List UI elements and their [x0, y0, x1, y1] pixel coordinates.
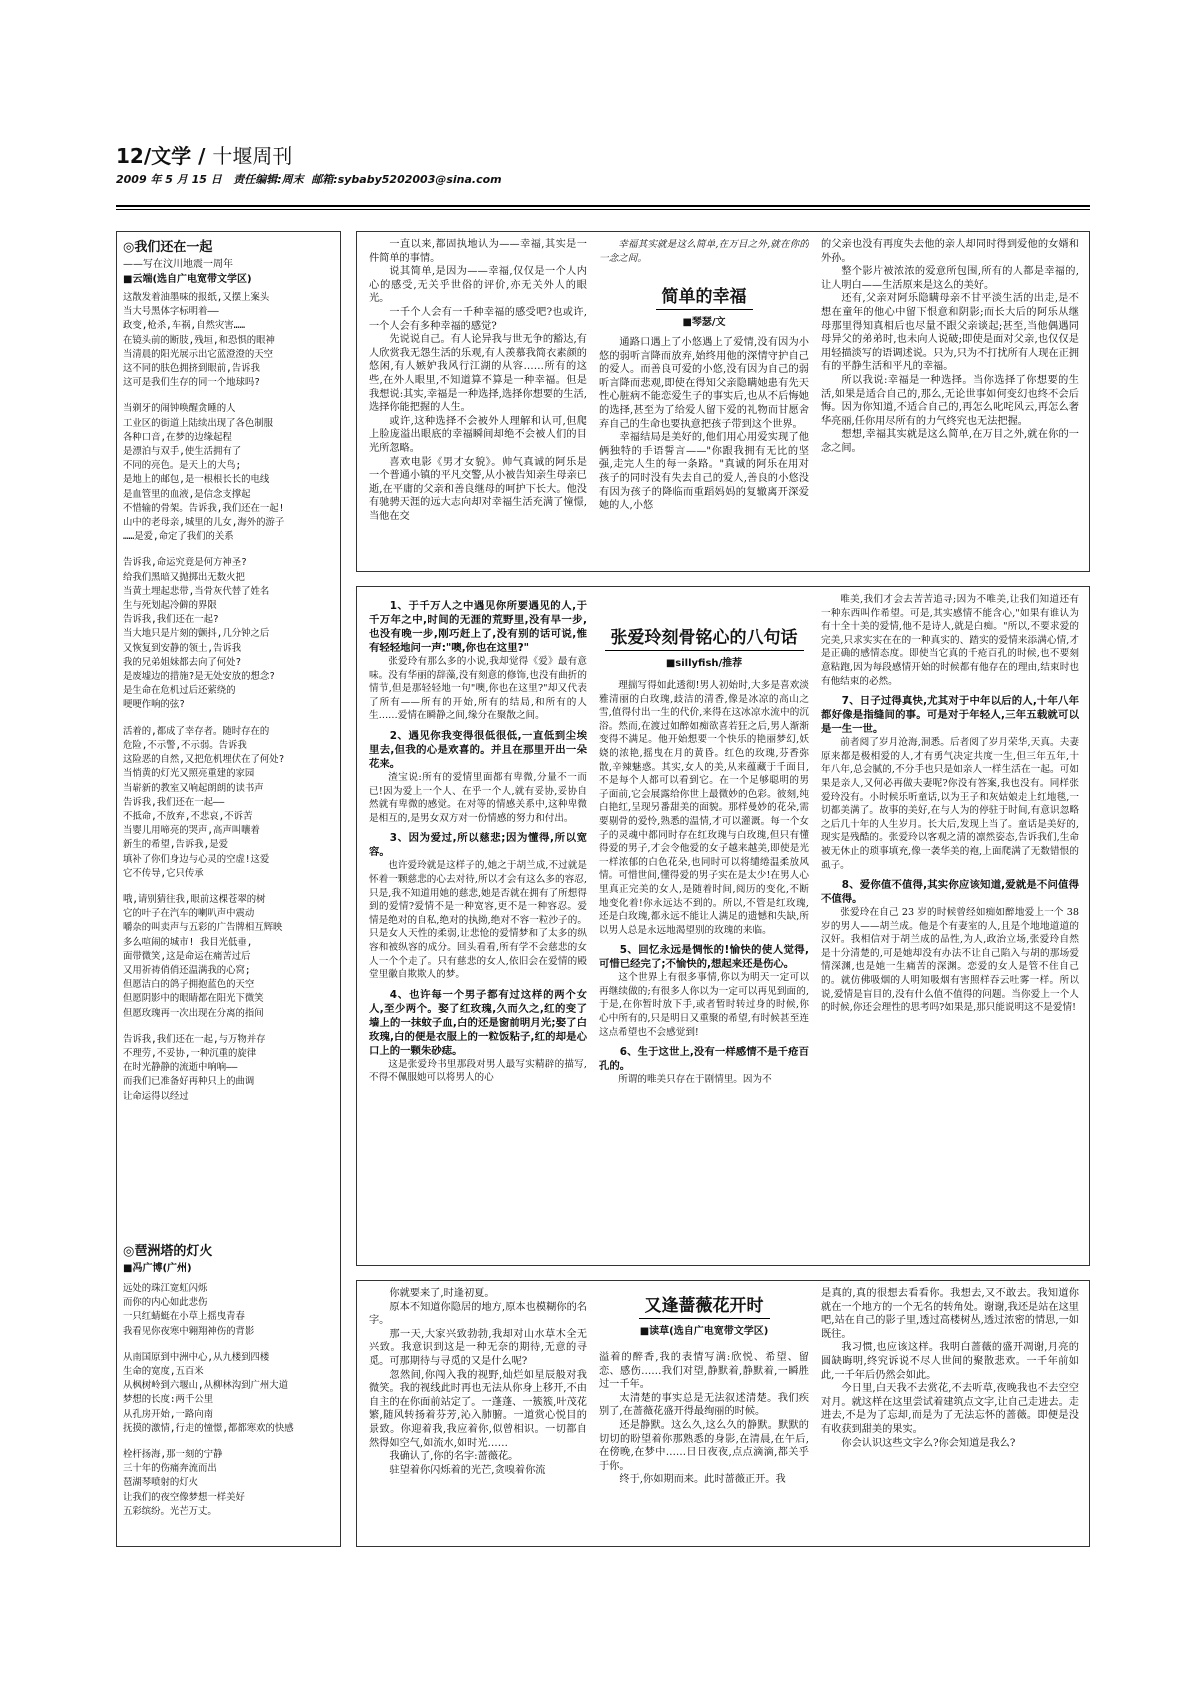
masthead — [116, 140, 816, 187]
poem-title: ◎我们还在一起 — [123, 240, 213, 255]
header-separator: / — [191, 144, 213, 168]
quote-sentence: 2、遇见你我变得很低很低,一直低到尘埃里去,但我的心是欢喜的。并且在那里开出一朵花来。 — [369, 729, 587, 770]
article-column — [599, 679, 809, 1261]
article-column — [369, 593, 587, 1261]
article-byline: ■琴瑟/文 — [682, 317, 726, 328]
commentary-paragraph: 所谓的唯美只存在于剧情里。因为不 — [618, 1074, 772, 1086]
section-name: 文学 — [151, 144, 192, 168]
page-header — [116, 140, 816, 169]
paragraph: 你会认识这些文字么?你会知道是我么? — [841, 1437, 1016, 1449]
article-title: 简单的幸福 — [656, 282, 753, 310]
quote-sentence: 7、日子过得真快,尤其对于中年以后的人,十年八年都好像是指缝间的事。可是对于年轻人,三年五载就可以是一生一世。 — [821, 695, 1079, 736]
paragraph: 终于,你如期而来。此时蔷薇正开。我 — [619, 1474, 786, 1486]
issue-line — [116, 171, 816, 187]
quote-sentence: 6、生于这世上,没有一样感情不是千疮百孔的。 — [599, 1046, 809, 1073]
article-column — [821, 593, 1079, 1261]
paragraph: 忽然间,你闯入我的视野,灿烂如星辰般对我微笑。我的视线此时再也无法从你身上移开,不由自主的在你面前站定了。一蓬蓬、一簇簇,叶茂花繁,随风转扬着芬芳,沁入肺腑。一道赏心悦目的景致。你迎着我,我应着你,似曾相识。一切都自然得如空气,如流水,如时光…… — [369, 1369, 587, 1449]
article-column — [599, 336, 809, 568]
paragraph: 通路口遇上了小悠遇上了爱情,没有因为小悠的弱听言降而放弃,始终用他的深情守护自己的爱人。而善良可爱的小悠,没有因为自己的弱听言降而悲观,即使在得知父亲隐瞒她患有先天性心脏病不能恋爱生子的事实后,也从不后悔她的选择,甚至为了给爱人留下爱的礼物而甘愿舍弃自己的生命也要执意把孩子带到这个世界。 — [599, 337, 809, 430]
poem-stanza: 远处的珠江宽虹闪烁 而你的内心如此悲伤 一只红蜻蜓在小草上摇曳青春 我看见你夜寒中翱翔神伤的背影 — [123, 1283, 255, 1337]
article-simple-happiness — [356, 231, 1090, 572]
quote-sentence: 4、也许每一个男子都有过这样的两个女人,至少两个。娶了红玫瑰,久而久之,红的变了墙上的一抹蚊子血,白的还是窗前明月光;娶了白玫瑰,白的便是衣服上的一粒饭粘子,红的却是心口上的一颗朱砂痣。 — [369, 988, 587, 1057]
poem-column — [116, 231, 341, 1547]
issue-date: 2009 年 5 月 15 日 — [116, 173, 222, 186]
paragraph: 说其简单,是因为——幸福,仅仅是一个人内心的感受,无关乎世俗的评价,亦无关外人的眼光。 — [369, 266, 587, 305]
quote-sentence: 8、爱你值不值得,其实你应该知道,爱就是不问值得不值得。 — [821, 879, 1079, 906]
paragraph: 先说说自己。有人论异我与世无争的豁达,有人欣赏我无怨生活的乐观,有人羡慕我简衣素颜的悠闲,有人嫉妒我风行江湖的从容……所有的这些,在外人眼里,不知道算不算是一种幸福。但是我想说:其实,幸福是一种选择,选择你想要的生活,选择你能把握的人生。 — [369, 334, 587, 414]
paragraph: 所以我说:幸福是一种选择。当你选择了你想要的生活,如果是适合自己的,那么,无论世事如何变幻也终不会后悔。因为你知道,不适合自己的,再怎么叱咤风云,再怎么奢华亮丽,任你用尽所有的力气终究也无法把握。 — [821, 374, 1079, 427]
header-rule-thin — [116, 209, 1090, 210]
commentary-paragraph: 理揣写得如此透彻!男人初始时,大多是喜欢淡雅清丽的白玫瑰,歧洁的清香,像是冰凉的高山之雪,值得付出一生的代价,来得在这冰凉水流中的沉浴。然而,在渡过如醉如痴欲喜若狂之后,男人渐渐变得不满足。他开始想要一个快乐的艳丽梦幻,妖娆的浓艳,摇曳在月的黄昏。红色的玫瑰,芬香弥散,辛辣魅惑。其实,女人的美,从来蕴藏于千面目,不是每个人都可以看到它。在一个足够聪明的男子面前,它会展露给你世上最微妙的色彩。彼刻,纯白艳红,呈现另番甜美的面貌。那样曼妙的花朵,需要剔骨的爱怜,熟悉的温情,才可以灌溉。每一个女子的灵魂中都同时存在红玫瑰与白玫瑰,但只有懂得爱的男子,才会令他爱的女子越来越美,即使是光一样浓郁的白色花朵,也同时可以将缱绻温柔放风情。可惜世间,懂得爱的男子实在是太少!在男人心里真正完美的女人,是随着时间,阅历的变化,不断地变化着!你永远达不到的。所以,不管是红玫瑰,还是白玫瑰,都永远不能让人满足的遗憾和失缺,所以男人总是永远地渴望别的玫瑰的来临。 — [599, 680, 809, 936]
paragraph: 是真的,真的很想去看看你。我想去,又不敢去。我知道你就在一个地方的一个无名的转角处。谢谢,我还是站在这里吧,站在自己的影子里,透过高楼树丛,透过浓密的情思,一如既往。 — [821, 1288, 1079, 1340]
poem-stanza: 告诉我,我们还在一起,与万物并存 不理劳,不妥协,一种沉重的旋律 在时光静静的流逝中响响—— 而我们已准备好再种只上的曲调 让命运得以经过 — [123, 1033, 266, 1102]
poem-stanza: 当剃牙的闹钟唤醒贪睡的人 工业区的街道上陆续出现了各色制服 各种口音,在梦的边缘起程 是漂泊与双手,使生活拥有了 不同的亮色。是天上的大鸟; 是地上的邮包,是一根根长长的电线 是血管里的血液,是信念支撑起 不惜输的骨架。告诉我,我们还在一起! 山中的老母亲,城里的儿女,海外的游子 ……是爱,命定了我们的关系 — [123, 403, 285, 543]
article-byline: ■读草(选自广电宽带文学区) — [639, 1326, 769, 1337]
header-rule — [116, 205, 1090, 207]
poem-pazhou-tower — [123, 1240, 333, 1519]
article-title: 张爱玲刻骨铭心的八句话 — [605, 623, 804, 651]
page-number: 12/ — [116, 144, 152, 168]
commentary-paragraph: 渣宝说:所有的爱情里面都有卑微,分量不一而已!因为爱上一个人、在乎一个人,就有妥协,妥协自然就有卑微的感觉。在对等的情感关系中,这种卑微是相互的,是男女双方对一份情感的努力和付出。 — [369, 771, 587, 824]
paragraph: 原本不知道你隐居的地方,原本也模糊你的名字。 — [369, 1301, 587, 1327]
article-column — [821, 238, 1079, 568]
paragraph: 整个影片被浓浓的爱意所包围,所有的人都是幸福的,让人明白——生活原来是这么的美好。 — [821, 266, 1079, 291]
paragraph: 今日里,白天我不去赏花,不去听草,夜晚我也不去空空对月。就这样在这里尝试着建筑点文字,让自己走进去。走进去,不是为了忘却,而是为了无法忘怀的蔷薇。即便是没有收获到甜美的果实。 — [821, 1383, 1079, 1435]
poem-stanza: 这散发着油墨味的报纸,又摆上案头 当大号黑体字标明着—— 政变,枪杀,车祸,自然灾害…… 在镜头前的断肢,残垣,和恐惧的眼神 当清晨的阳光展示出它蓝澄澄的天空 这不同的肤色拥挤到眼前,告诉我 这可是我们生存的同一个地球吗? — [123, 292, 275, 389]
quote-sentence: 5、回忆永远是惆怅的!愉快的使人觉得,可惜已经完了;不愉快的,想起来还是伤心。 — [599, 944, 809, 971]
article-heading — [599, 623, 809, 669]
poem-author: ■冯广博(广州) — [123, 1263, 192, 1274]
article-title: 又逢蔷薇花开时 — [639, 1291, 770, 1319]
paragraph: 一直以来,都固执地认为——幸福,其实是一件简单的事情。 — [369, 239, 587, 264]
quote-sentence: 3、因为爱过,所以慈悲;因为懂得,所以宽容。 — [369, 832, 587, 859]
commentary-paragraph: 张爱玲在自己 23 岁的时候曾经如痴如醉地爱上一个 38 岁的男人——胡兰成。他是个有妻室的人,且是个地地道道的汉奸。我相信对于胡兰成的品性,为人,政治立场,张爱玲自然是十分清楚的,可是她却没有办法不让自己陷入与胡的那场爱情深渊,也是她一生痛苦的深渊。恋爱的女人是管不住自己的。就仿佛吸烟的人明知吸烟有害照样吞云吐雾一样。所以说,爱情是盲目的,没有什么值不值得的问题。当你爱上一个人的时候,你还会理性的思考吗?如果是,那只能说明这不是爱情! — [821, 907, 1079, 1014]
article-byline: ■sillyfish/推荐 — [665, 658, 743, 669]
poem-stanza: 栓杆扬海,那一刻的宁静 三十年的伤痛奔流而出 琶湖琴喷射的灯火 让我们的夜空像梦想一样美好 五彩缤纷。光芒万丈。 — [123, 1449, 245, 1517]
commentary-paragraph: 唯美,我们才会去苦苦追寻;因为不唯美,让我们知道还有一种东西叫作希望。可是,其实感情不能含心,"如果有谁认为有十全十美的爱情,他不是诗人,就是白痴。"所以,不要求爱的完美,只求实实在在的一种真实的、踏实的爱情来添满心情,才是正确的感情态度。即使当它真的千疮百孔的时候,也不要刻意粘跑,因为每段感情开始的时候都有他存在的理由,结束时也有他结束的必然。 — [821, 594, 1079, 687]
article-eight-sentences — [356, 586, 1090, 1266]
article-column — [599, 1351, 809, 1543]
quote-sentence: 1、于千万人之中遇见你所要遇见的人,于千万年之中,时间的无涯的荒野里,没有早一步,也没有晚一步,刚巧赶上了,没有别的话可说,惟有轻轻地问一声:"噢,你也在这里?" — [369, 600, 587, 654]
poem-stanza: 哦,请别猜往我,眼前这棵苍翠的树 它的叶子在汽车的喇叭声中震动 嚼杂的叫卖声与五彩的广告牌相互辉映 多么喧闹的城市! 我目光低垂, 面带微笑,这是命运在痛苦过后 又用祈祷俏俏还温满我的心窝; 但愿洁白的鸽子拥抱蓝色的天空 但愿阴影中的眼睛都在阳光下微笑 但愿玫瑰再一次出现在分离的指间 — [123, 893, 283, 1019]
article-heading — [599, 282, 809, 328]
editor-email: 邮箱:sybaby5202003@sina.com — [311, 173, 502, 186]
paragraph: 还是静默。这么久,这么久的静默。默默的切切的盼望着你那熟悉的身影,在清晨,在午后,在傍晚,在梦中……日日夜夜,点点滴滴,都关乎于你。 — [599, 1419, 809, 1472]
paragraph: 想想,幸福其实就是这么简单,在万目之外,就在你的一念之间。 — [821, 429, 1079, 454]
article-column — [821, 1287, 1079, 1543]
paragraph: 幸福结局是美好的,他们用心用爱实现了他俩独特的手语誓言——"你跟我拥有无比的坚强,走完人生的每一条路。"真诚的阿乐在用对孩子的同时没有失去自己的爱人,善良的小悠没有因为孩子的降临而重蹈妈妈的复辙离开深爱她的人,小悠 — [599, 432, 809, 512]
paragraph: 太清楚的事实总是无法叙述清楚。我们疾别了,在蔷薇花盛开得最绚丽的时候。 — [599, 1392, 809, 1418]
paragraph: 的父亲也没有再度失去他的亲人却同时得到爱他的女婿和外孙。 — [821, 239, 1079, 264]
poem-title: ◎琶洲塔的灯火 — [123, 1244, 213, 1259]
commentary-paragraph: 这是张爱玲书里那段对男人最写实精辟的描写,不得不佩服她可以将男人的心 — [369, 1058, 587, 1084]
commentary-paragraph: 前者阅了岁月沧海,洞悉。后者阅了岁月荣华,天真。夫妻原来都是极相爱的人,才有勇气决定共度一生,但三年五年,十年八年,总会腻的,不分手也只是如亲人一样生活在一起。可如果是亲人,又何必再做夫妻呢?你没有答案,我也没有。同样张爱玲没有。小时候乐听童话,以为王子和灰姑娘走上红地毯,一切都美满了。故事的美好,在与人为的停驻于时间,有意识忽略之后几十年的人生岁月。长大后,发现上当了。童话是美好的,现实是残酷的。张爱玲以客观之清的凛然姿态,告诉我们,生命被无休止的琐事填充,像一袭华美的袍,上面爬满了无数错恨的虱子。 — [821, 737, 1079, 871]
article-column — [369, 1287, 587, 1543]
paragraph: 驻望着你闪烁着的光芒,贪嗅着你流 — [389, 1464, 546, 1476]
poem-we-are-together — [123, 236, 333, 1104]
article-rose-bloom — [356, 1280, 1090, 1547]
paragraph: 一千个人会有一千种幸福的感受吧?也或许,一个人会有多种幸福的感觉? — [369, 306, 587, 332]
article-column — [369, 238, 587, 568]
poem-stanza: 活着的,都成了幸存者。随时存在的 危险,不示警,不示弱。告诉我 这险恶的自然,又把危机埋伏在了何处? 当悄黄的灯光又照亮重建的家园 当崭新的教室又响起朗朗的读书声 告诉我,我们还在一起—— 不抵命,不放弃,不悲哀,不诉苦 当婴儿用啼亮的哭声,高声叫嚷着 新生的希望,告诉我,是爱 填补了你们身边与心灵的空虚!这爱 它不传导,它只传承 — [123, 725, 285, 879]
poem-stanza: 从南国原到中洲中心,从九楼到四楼 生命的宽度,五百米 从枫树岭到六堰山,从柳林沟到广州大道 梦想的长度:两千公里 从孔房开始,一路向南 抚摸的激情,行走的憧憬,都都寒欢的快感 — [123, 1351, 294, 1434]
poem-stanza: 告诉我,命运究竟是何方神圣? 给我们黑暗又抛掷出无数火把 当黄土埋起悲带,当骨灰代替了姓名 生与死划起冷僻的界限 告诉我,我们还在一起? 当大地只是片刻的颤抖,几分钟之后 又恢复到安静的领土,告诉我 我的兄弟姐妹都去向了何处? 是废墟边的措施?是无处安放的想念? 是生命在危机过后还萦绕的 哽哽作响的弦? — [123, 557, 275, 711]
paragraph: 喜欢电影《男才女貌》。帅气真诚的阿乐是一个普通小镇的平凡交警,从小被告知亲生母亲已逝,在平庸的父亲和善良继母的呵护下长大。他没有驰骋天涯的远大志向却对幸福生活充满了憧憬,当他在交 — [369, 456, 587, 522]
article-heading — [599, 1291, 809, 1337]
commentary-paragraph: 也许爱玲就是这样子的,她之于胡兰成,不过就是怀着一颗慈悲的心去对待,所以才会有这么多的容忍,只是,我不知道用她的慈悲,她是否就在拥有了所想得到的爱情?爱情不是一种宽容,更不是一种容忍。爱情是绝对的自私,绝对的执拗,绝对不容一粒沙子的。只是女人天性的柔弱,让悲怆的爱情梦和了太多的纵容和被纵容的成分。回头看看,所有学不会慈悲的女人一个个走了。只有慈悲的女人,依旧会在爱情的殿堂里徽自欺欺人的梦。 — [369, 860, 587, 981]
poem-author: ■云端(选自广电宽带文学区) — [123, 274, 252, 285]
pull-quote: 幸福其实就是这么简单,在万目之外,就在你的一念之间。 — [599, 239, 809, 264]
commentary-paragraph: 张爱玲有那么多的小说,我却觉得《爱》最有意味。没有华丽的辞藻,没有刻意的修饰,也没有曲折的情节,但是那轻轻地一句"噢,你也在这里?"却又代表了所有——所有的开始,所有的结局,和所有的人生……爱情在瞬静之间,缘分在聚散之间。 — [369, 656, 587, 722]
paragraph: 还有,父亲对阿乐隐瞒母亲不甘平淡生活的出走,是不想在童年的他心中留下恨意和阴影;而长大后的阿乐从继母那里得知真相后也尽量不跟父亲谈起;甚至,当他偶遇同母异父的弟弟时,也未向人说破;即使是面对父亲,也仅仅是用轻描淡写的语调述说。只为,只为不打扰所有人现在正拥有的平静生活和平凡的幸福。 — [821, 293, 1079, 373]
paragraph: 你就要来了,时逢初夏。 — [389, 1288, 495, 1299]
poem-subtitle: ——写在汶川地震一周年 — [123, 259, 233, 270]
paragraph: 溢着的醉香,我的表情写满:欣悦、希望、留恋、感伤……我们对望,静默着,静默着,一瞬胜过一千年。 — [599, 1352, 809, 1391]
paragraph: 我习惯,也应该这样。我明白蔷薇的盛开凋谢,月亮的圆缺晦明,终究诉说不尽人世间的聚散悲欢。一千年前如此,一千年后仍然会如此。 — [821, 1342, 1079, 1381]
paragraph: 我确认了,你的名字:蔷薇花。 — [389, 1451, 519, 1463]
paragraph: 或许,这种选择不会被外人理解和认可,但爬上脸庞溢出眼底的幸福瞬间却绝不会被人们的目光所忽略。 — [369, 415, 587, 454]
paragraph: 那一天,大家兴致勃勃,我却对山水草木全无兴致。我意识到这是一种无奈的期待,无意的寻觅。可那期待与寻觅的又是什么呢? — [369, 1328, 587, 1367]
editor: 责任编辑:周末 — [233, 173, 304, 186]
publication-name: 十堰周刊 — [212, 144, 293, 168]
commentary-paragraph: 这个世界上有很多事情,你以为明天一定可以再继续做的;有很多人你以为一定可以再见到面的,于是,在你暂时放下手,或者暂时转过身的时候,你心中所有的,只是明日又重聚的希望,有时候甚至连这点希望也不会感觉到! — [599, 972, 809, 1038]
